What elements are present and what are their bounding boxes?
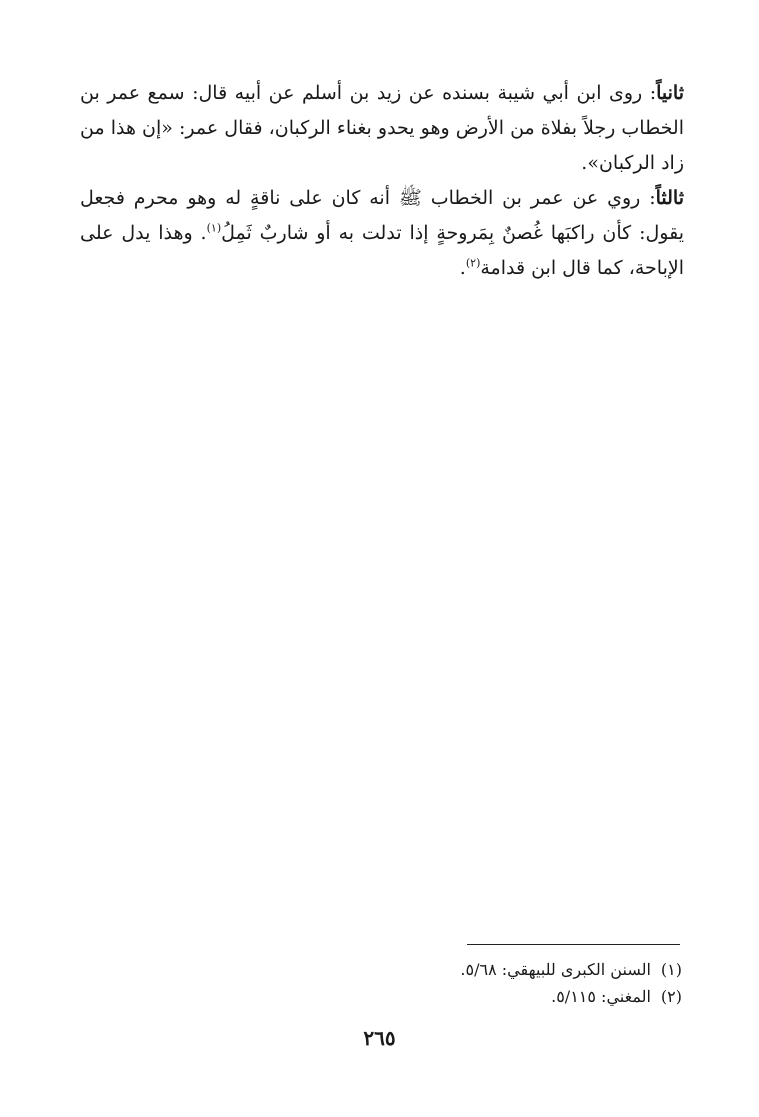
paragraph-thalithan xyxy=(80,181,684,286)
page-number: ٢٦٥ xyxy=(363,1026,396,1050)
footnote-ref-2: (٢) xyxy=(465,256,481,270)
paragraph-text: : روى ابن أبي شيبة بسنده عن زيد بن أسلم عن أبيه قال: سمع عمر بن الخطاب رجلاً بفلاة من الأرض وهو يحدو بغناء الركبان، فقال عمر: «إن هذا من زاد الركبان». xyxy=(80,82,684,174)
footnote-divider xyxy=(467,944,680,945)
footnote-item xyxy=(360,983,682,1010)
footnote-text: المغني: ٥/١١٥. xyxy=(551,987,651,1006)
footnote-number: (١) xyxy=(660,960,682,979)
paragraph-text: . وهذا يدل على الإباحة، كما قال ابن قدامة xyxy=(80,222,684,279)
paragraph-lead: ثالثاً xyxy=(655,187,684,209)
main-text xyxy=(80,76,684,286)
footnote-ref-1: (١) xyxy=(206,221,222,235)
footnotes xyxy=(360,956,682,1010)
footnote-number: (٢) xyxy=(660,987,682,1006)
paragraph-lead: ثانياً xyxy=(656,82,684,104)
footnote-item xyxy=(360,956,682,983)
paragraph-thaniyan xyxy=(80,76,684,181)
paragraph-text: . xyxy=(459,257,466,279)
paragraph-text: : روي عن عمر بن الخطاب ﷺ أنه كان على ناقةٍ له وهو محرم فجعل يقول: كأن راكبَها غُصنٌ بِمَروحةٍ إذا تدلت به أو شاربٌ ثَمِلُ xyxy=(80,187,684,244)
footnote-text: السنن الكبرى للبيهقي: ٥/٦٨. xyxy=(460,960,651,979)
